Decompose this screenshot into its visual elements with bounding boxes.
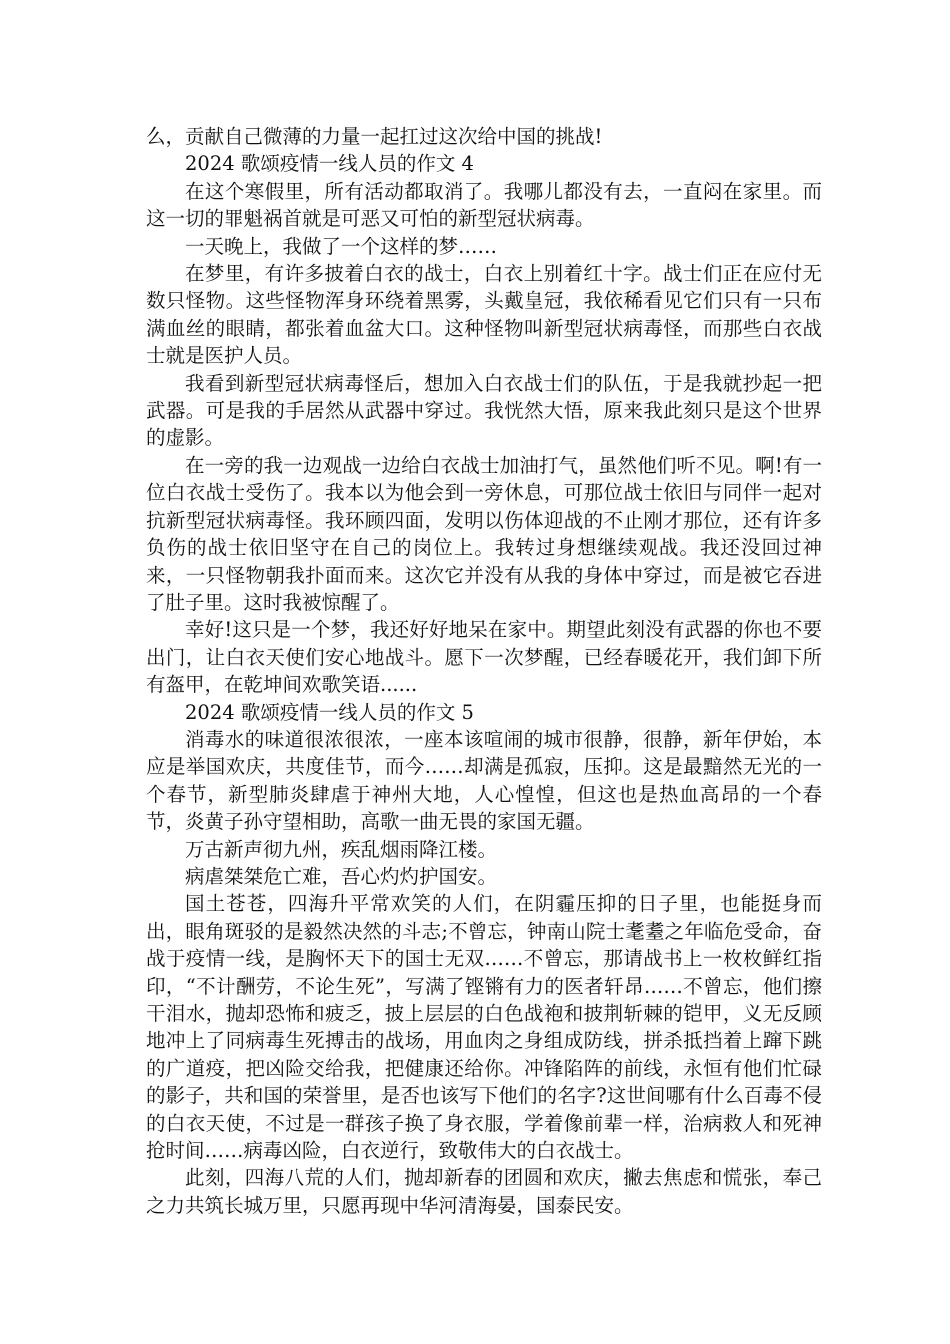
paragraph: 此刻，四海八荒的人们，抛却新春的团圆和欢庆，撇去焦虑和慌张，奉己之力共筑长城万里，只愿再现中华河清海晏，国泰民安。 (146, 1166, 822, 1217)
paragraph: 在梦里，有许多披着白衣的战士，白衣上别着红十字。战士们正在应付无数只怪物。这些怪物浑身环绕着黑雾，头戴皇冠，我依稀看见它们只有一只布满血丝的眼睛，都张着血盆大口。这种怪物叫新型冠状病毒怪，而那些白衣战士就是医护人员。 (146, 262, 822, 368)
paragraph: 我看到新型冠状病毒怪后，想加入白衣战士们的队伍，于是我就抄起一把武器。可是我的手居然从武器中穿过。我恍然大悟，原来我此刻只是这个世界的虚影。 (146, 371, 822, 450)
paragraph: 在一旁的我一边观战一边给白衣战士加油打气，虽然他们听不见。啊!有一位白衣战士受伤了。我本以为他会到一旁休息，可那位战士依旧与同伴一起对抗新型冠状病毒怪。我环顾四面，发明以伤体迎战的不止刚才那位，还有许多负伤的战士依旧坚守在自己的岗位上。我转过身想继续观战。我还没回过神来，一只怪物朝我扑面而来。这次它并没有从我的身体中穿过，而是被它吞进了肚子里。这时我被惊醒了。 (146, 453, 822, 614)
paragraph: 一天晚上，我做了一个这样的梦…… (185, 234, 498, 258)
paragraph: 国土苍苍，四海升平常欢笑的人们，在阴霾压抑的日子里，也能挺身而出，眼角斑驳的是毅然决然的斗志;不曾忘，钟南山院士耄耋之年临危受命，奋战于疫情一线，是胸怀天下的国士无双……不曾忘，那请战书上一枚枚鲜红指印，“不计酬劳，不论生死”，写满了铿锵有力的医者轩昂……不曾忘，他们擦干泪水，抛却恐怖和疲乏，披上层层的白色战袍和披荆斩棘的铠甲，义无反顾地冲上了同病毒生死搏击的战场，用血肉之身组成防线，拼杀抵挡着上蹿下跳的广道疫，把凶险交给我，把健康还给你。冲锋陷阵的前线，永恒有他们忙碌的影子，共和国的荣誉里，是否也该写下他们的名字?这世间哪有什么百毒不侵的白衣天使，不过是一群孩子换了身衣服，学着像前辈一样，治病救人和死神抢时间……病毒凶险，白衣逆行，致敬伟大的白衣战士。 (146, 892, 822, 1163)
poem-line: 病虐桀桀危亡难，吾心灼灼护国安。 (185, 864, 498, 888)
paragraph-continuation: 么，贡献自己微薄的力量一起扛过这次给中国的挑战! (146, 125, 603, 148)
essay-heading-4: 2024 歌颂疫情一线人员的作文 4 (185, 152, 474, 176)
poem-line: 万古新声彻九州，疾乱烟雨降江楼。 (185, 837, 498, 861)
paragraph: 在这个寒假里，所有活动都取消了。我哪儿都没有去，一直闷在家里。而这一切的罪魁祸首就是可恶又可怕的新型冠状病毒。 (146, 179, 822, 231)
paragraph: 消毒水的味道很浓很浓，一座本该喧闹的城市很静，很静，新年伊始，本应是举国欢庆，共度佳节，而今……却满是孤寂，压抑。这是最黯然无光的一个春节，新型肺炎肆虐于神州大地，人心惶惶，但这也是热血高昂的一个春节，炎黄子孙守望相助，高歌一曲无畏的家国无疆。 (146, 727, 822, 834)
essay-heading-5: 2024 歌颂疫情一线人员的作文 5 (185, 700, 474, 724)
paragraph: 幸好!这只是一个梦，我还好好地呆在家中。期望此刻没有武器的你也不要出门，让白衣天使们安心地战斗。愿下一次梦醒，已经春暖花开，我们卸下所有盔甲，在乾坤间欢歌笑语...... (146, 618, 822, 697)
document-page (146, 123, 822, 1219)
